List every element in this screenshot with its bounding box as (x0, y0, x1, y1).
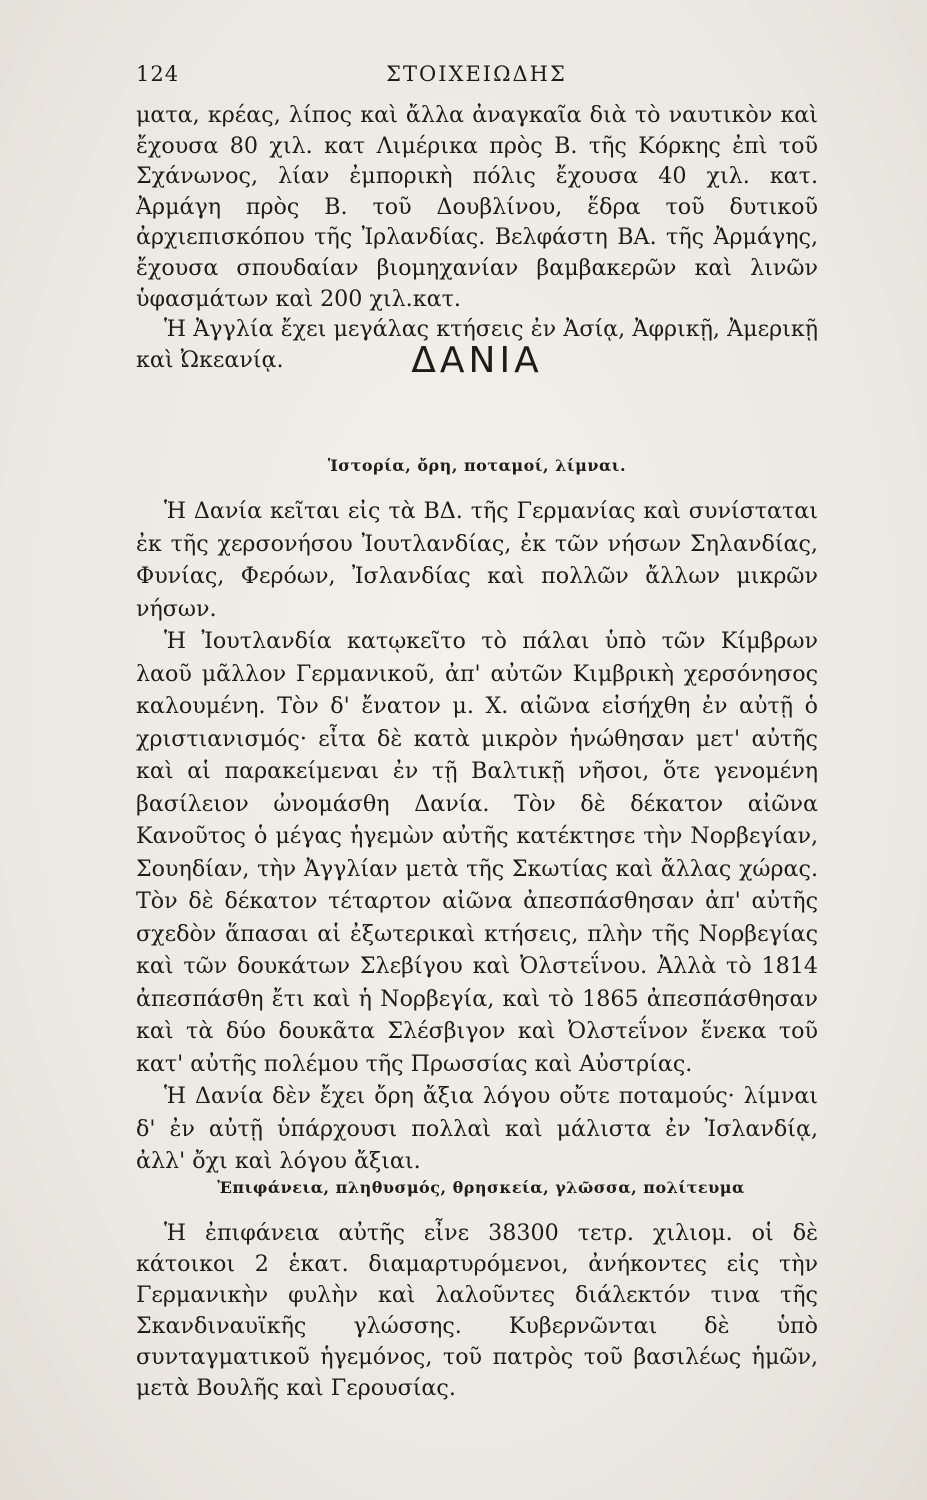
population-text-block (136, 1218, 818, 1404)
paragraph-england-cities: ματα, κρέας, λίπος καὶ ἄλλα ἀναγκαῖα διὰ τὸ ναυτικὸν καὶ ἔχουσα 80 χιλ. κατ Λιμέρικα πρὸς Β. τῆς Κόρκης ἐπὶ τοῦ Σχάνωνος, λίαν ἐμπορικὴ πόλις ἔχουσα 40 χιλ. κατ. Ἀρμάγη πρὸς Β. τοῦ Δουβλίνου, ἕδρα τοῦ δυτικοῦ ἀρχιεπισκόπου τῆς Ἰρλανδίας. Βελφάστη ΒΑ. τῆς Ἀρμάγης, ἔχουσα σπουδαίαν βιομηχανίαν βαμβακερῶν καὶ λινῶν ὑφασμάτων καὶ 200 χιλ.κατ. (136, 102, 818, 312)
intro-text-block (136, 100, 818, 375)
paragraph-denmark-lakes: Ἡ Δανία δὲν ἔχει ὄρη ἄξια λόγου οὔτε ποταμούς· λίμναι δ' ἐν αὐτῇ ὑπάρχουσι πολλαὶ καὶ μάλιστα ἐν Ἰσλανδίᾳ, ἀλλ' ὄχι καὶ λόγου ἄξιαι. (136, 1083, 818, 1174)
history-text-block (136, 495, 818, 1178)
paragraph-denmark-statistics: Ἡ ἐπιφάνεια αὐτῆς εἶνε 38300 τετρ. χιλιομ. οἱ δὲ κάτοικοι 2 ἑκατ. διαμαρτυρόμενοι, ἀνήκοντες εἰς τὴν Γερμανικὴν φυλὴν καὶ λαλοῦντες διάλεκτόν τινα τῆς Σκανδιναυϊκῆς γλώσσης. Κυβερνῶνται δὲ ὑπὸ συνταγματικοῦ ἡγεμόνος, τοῦ πατρὸς τοῦ βασιλέως ἡμῶν, μετὰ Βουλῆς καὶ Γερουσίας. (136, 1220, 818, 1401)
running-title: ΣΤΟΙΧΕΙΩΔΗΣ (386, 62, 567, 86)
paragraph-denmark-history: Ἡ Ἰουτλανδία κατῳκεῖτο τὸ πάλαι ὑπὸ τῶν Κίμβρων λαοῦ μᾶλλον Γερμανικοῦ, ἀπ' αὐτῶν Κιμβρικὴ χερσόνησος καλουμένη. Τὸν δ' ἔνατον μ. Χ. αἰῶνα εἰσήχθη ἐν αὐτῇ ὁ χριστιανισμός· εἶτα δὲ κατὰ μικρὸν ἡνώθησαν μετ' αὐτῆς καὶ αἱ παρακείμεναι ἐν τῇ Βαλτικῇ νῆσοι, ὅτε γενομένη βασίλειον ὠνομάσθη Δανία. Τὸν δὲ δέκατον αἰῶνα Κανοῦτος ὁ μέγας ἡγεμὼν αὐτῆς κατέκτησε τὴν Νορβεγίαν, Σουηδίαν, τὴν Ἀγγλίαν μετὰ τῆς Σκωτίας καὶ ἄλλας χώρας. Τὸν δὲ δέκατον τέταρτον αἰῶνα ἀπεσπάσθησαν ἀπ' αὐτῆς σχεδὸν ἅπασαι αἱ ἐξωτερικαὶ κτήσεις, πλὴν τῆς Νορβεγίας καὶ τῶν δουκάτων Σλεβίγου καὶ Ὀλστεΐνου. Ἀλλὰ τὸ 1814 ἀπεσπάσθη ἔτι καὶ ἡ Νορβεγία, καὶ τὸ 1865 ἀπεσπάσθησαν καὶ τὰ δύο δουκᾶτα Σλέσβιγον καὶ Ὀλστεΐνον ἕνεκα τοῦ κατ' αὐτῆς πολέμου τῆς Πρωσσίας καὶ Αὐστρίας. (136, 628, 818, 1077)
page-header (136, 62, 817, 96)
subheading-history: Ἱστορία, ὄρη, ποταμοί, λίμναι. (327, 456, 627, 475)
subheading-population: Ἐπιφάνεια, πληθυσμός, θρησκεία, γλῶσσα, πολίτευμα (217, 1178, 745, 1197)
paragraph-england-possessions: Ἡ Ἀγγλία ἔχει μεγάλας κτήσεις ἐν Ἀσίᾳ, Ἀφρικῇ, Ἀμερικῇ καὶ Ὠκεανίᾳ. (136, 316, 818, 373)
section-title: ΔΑΝΙΑ (411, 340, 543, 381)
paragraph-denmark-location: Ἡ Δανία κεῖται εἰς τὰ ΒΔ. τῆς Γερμανίας καὶ συνίσταται ἐκ τῆς χερσονήσου Ἰουτλανδίας, ἐκ τῶν νήσων Σηλανδίας, Φυνίας, Φερόων, Ἰσλανδίας καὶ πολλῶν ἄλλων μικρῶν νήσων. (136, 498, 818, 622)
page-number: 124 (136, 62, 180, 86)
